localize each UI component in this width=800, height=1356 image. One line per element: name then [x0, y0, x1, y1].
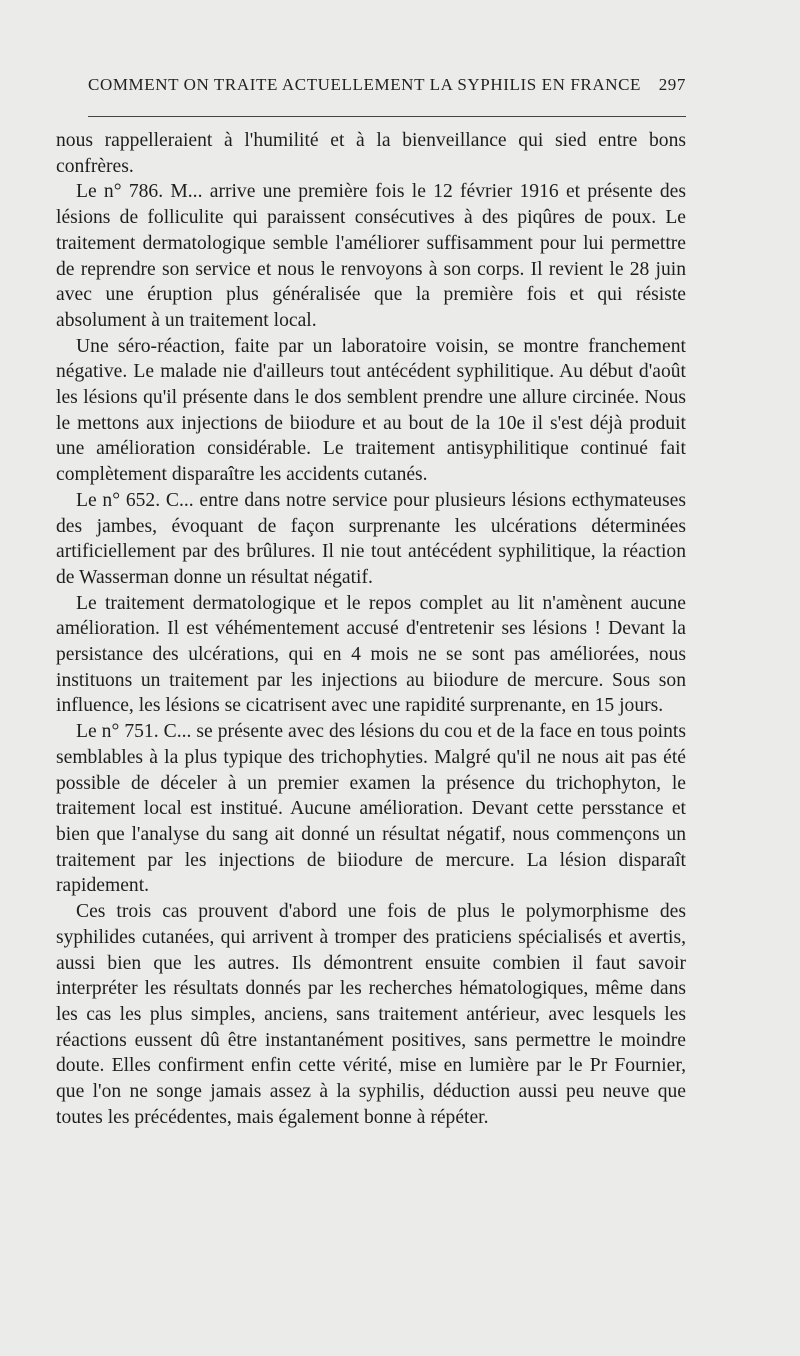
body-text [56, 128, 686, 1130]
paragraph-case-751: Le n° 751. C... se présente avec des lésions du cou et de la face en tous points semblables à la plus typique des trichophyties. Malgré qu'il ne nous ait pas été possible de déceler à un premier examen la présence du trichophyton, le traitement local est institué. Aucune amélioration. Devant cette persstance et bien que l'analyse du sang ait donné un résultat négatif, nous commençons un traitement par les injections de biiodure de mercure. La lésion disparaît rapidement. [56, 721, 686, 897]
running-title: COMMENT ON TRAITE ACTUELLEMENT LA SYPHILIS EN FRANCE [88, 75, 642, 94]
paragraph-sero-reaction: Une séro-réaction, faite par un laboratoire voisin, se montre franchement négative. Le malade nie d'ailleurs tout antécédent syphilitique. Au début d'août les lésions qu'il présente dans le dos semblent prendre une allure circinée. Nous le mettons aux injections de biiodure et au bout de la 10e il s'est déjà produit une amélioration considérable. Le traitement antisyphilitique continué fait complètement disparaître les accidents cutanés. [56, 335, 686, 486]
paragraph-conclusion: Ces trois cas prouvent d'abord une fois de plus le polymorphisme des syphilides cutanées, qui arrivent à tromper des praticiens spécialisés et avertis, aussi bien que les autres. Ils démontrent ensuite combien il faut savoir interpréter les résultats donnés par les recherches hématologiques, même dans les cas les plus simples, anciens, sans traitement antérieur, avec lesquels les réactions eussent dû être instantanément positives, sans permettre le moindre doute. Elles confirment enfin cette vérité, mise en lumière par le Pr Fournier, que l'on ne songe jamais assez à la syphilis, déduction aussi peu neuve que toutes les précédentes, mais également bonne à répéter. [56, 901, 686, 1128]
header-rule [88, 116, 686, 117]
paragraph-continuation: nous rappelleraient à l'humilité et à la bienveillance qui sied entre bons confrères. [56, 130, 686, 177]
paragraph-treatment: Le traitement dermatologique et le repos complet au lit n'amènent aucune amélioration. Il est véhémentement accusé d'entretenir ses lésions ! Devant la persistance des ulcérations, qui en 4 mois ne se sont pas améliorées, nous instituons un traitement par les injections au biiodure de mercure. Sous son influence, les lésions se cicatrisent avec une rapidité surprenante, en 15 jours. [56, 592, 686, 717]
paragraph-case-786: Le n° 786. M... arrive une première fois le 12 février 1916 et présente des lésions de folliculite qui paraissent consécutives à des piqûres de poux. Le traitement dermatologique semble l'améliorer suffisamment pour lui permettre de reprendre son service et nous le renvoyons à son corps. Il revient le 28 juin avec une éruption plus généralisée que la première fois et qui résiste absolument à un traitement local. [56, 181, 686, 331]
paragraph-case-652: Le n° 652. C... entre dans notre service pour plusieurs lésions ecthymateuses des jambes, évoquant de façon surprenante les ulcérations déterminées artificiellement par des brûlures. Il nie tout antécédent syphilitique, la réaction de Wasserman donne un résultat négatif. [56, 489, 686, 588]
page-number: 297 [658, 75, 686, 94]
running-head [88, 75, 686, 95]
